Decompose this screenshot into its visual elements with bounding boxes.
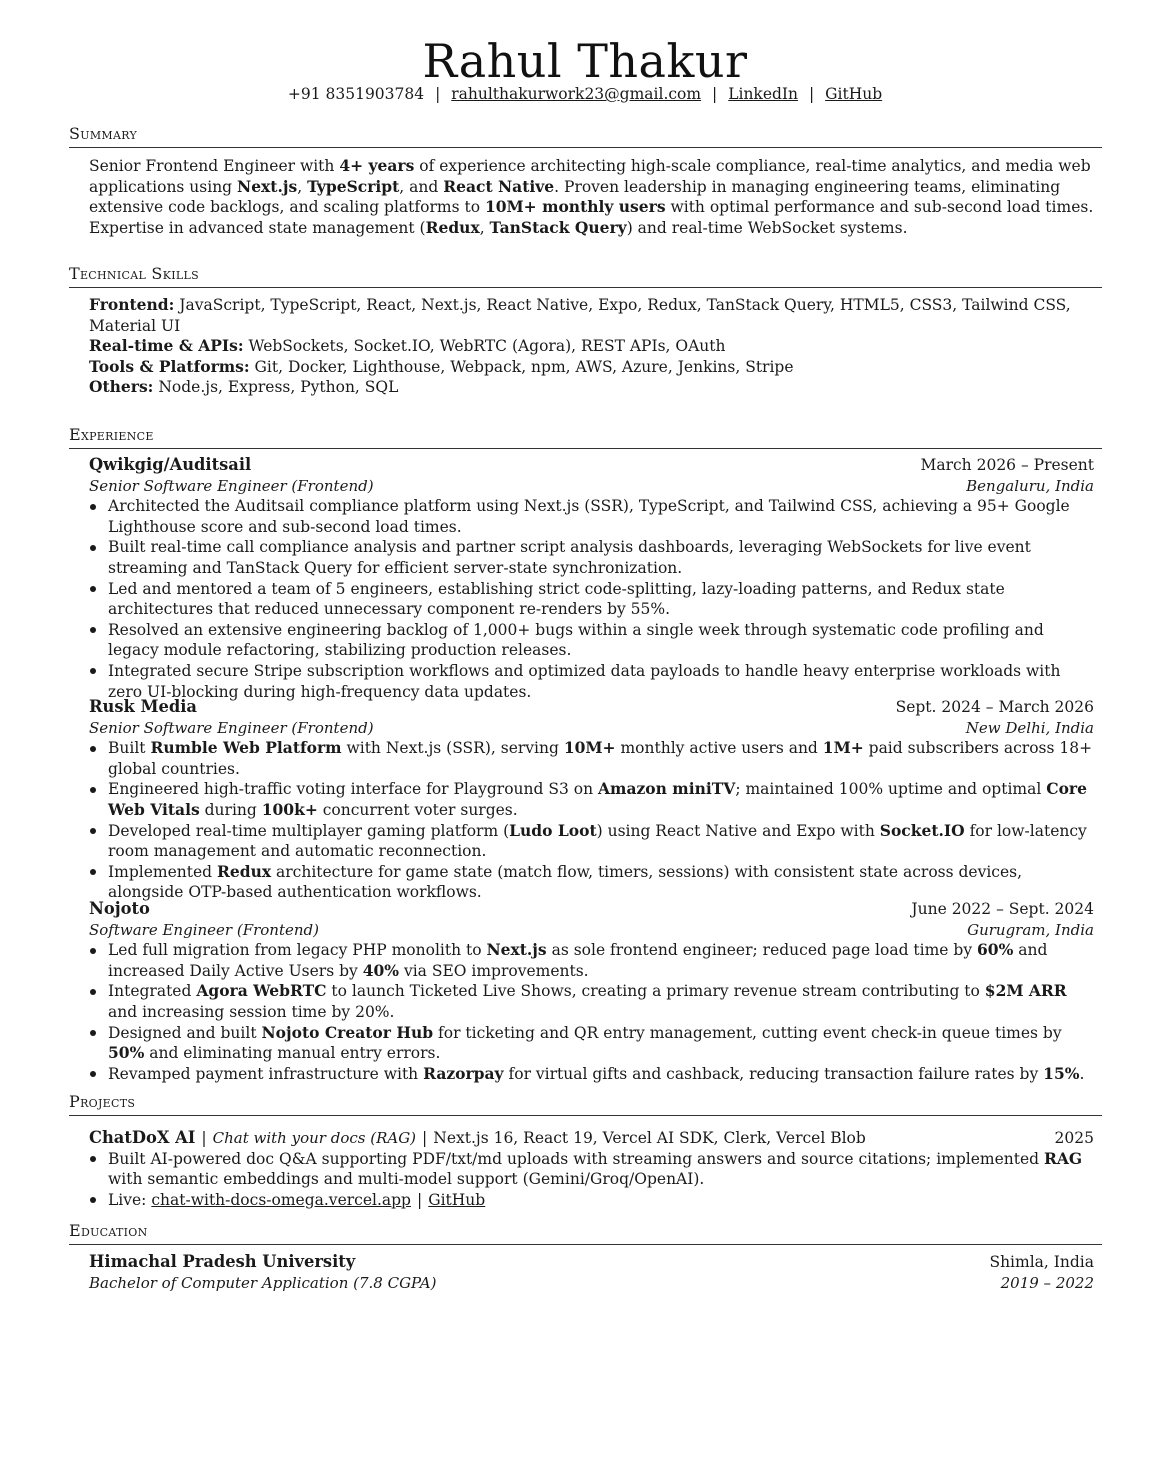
job-title: Senior Software Engineer (Frontend) <box>89 476 374 495</box>
text-run: Resolved an extensive engineering backlog of 1,000+ bugs within a single week through systematic code profiling and legacy module refactoring, stabilizing production releases. <box>108 620 1044 660</box>
bold-text: 60% <box>977 940 1014 960</box>
text-run: Integrated <box>108 982 197 1001</box>
job-location: Bengaluru, India <box>966 476 1094 495</box>
project-name: ChatDoX AI <box>89 1128 196 1147</box>
bold-text: 40% <box>362 960 400 980</box>
text-run: Implemented <box>108 862 217 881</box>
section-heading-projects: Projects <box>69 1092 1102 1116</box>
section-heading-experience: Experience <box>69 425 1102 449</box>
text-run: of experience architecting high-scale compliance, real-time analytics, and media web applications using <box>89 157 1091 196</box>
skill-value: WebSockets, Socket.IO, WebRTC (Agora), REST APIs, OAuth <box>248 337 726 356</box>
text-run: Revamped payment infrastructure with <box>108 1064 424 1083</box>
live-label: Live: <box>108 1190 147 1209</box>
skill-label: Tools & Platforms: <box>89 356 250 376</box>
text-run: Built AI-powered doc Q&A supporting PDF/txt/md uploads with streaming answers and source citations; implemented <box>108 1149 1045 1168</box>
employment-dates: March 2026 – Present <box>920 456 1094 474</box>
experience-entry <box>89 899 1094 1084</box>
skill-label: Real-time & APIs: <box>89 336 244 356</box>
achievement-bullet <box>89 537 1094 578</box>
bold-text: Amazon miniTV <box>598 779 736 799</box>
achievement-list <box>89 940 1094 1084</box>
experience-entry <box>89 455 1094 702</box>
bold-text: 15% <box>1043 1063 1080 1083</box>
achievement-bullet <box>89 1023 1094 1064</box>
summary-section <box>89 156 1094 238</box>
text-run: for virtual gifts and cashback, reducing transaction failure rates by <box>503 1064 1044 1083</box>
text-run: Built <box>108 739 151 758</box>
employment-dates: Sept. 2024 – March 2026 <box>895 698 1094 716</box>
contact-line <box>0 84 1170 104</box>
separator: | <box>416 1190 423 1209</box>
job-title: Software Engineer (Frontend) <box>89 920 319 939</box>
text-run: . Proven leadership in managing engineering teams, eliminating extensive code backlogs, and scaling platforms to <box>89 177 1061 217</box>
github-link[interactable]: GitHub <box>825 85 883 103</box>
separator: | <box>712 85 718 103</box>
text-run: and increased Daily Active Users by <box>108 941 1048 980</box>
text-run: , <box>479 218 490 237</box>
bold-text: 10M+ <box>563 738 616 758</box>
achievement-bullet <box>89 496 1094 537</box>
text-run: and eliminating manual entry errors. <box>144 1044 441 1063</box>
education-entry <box>89 1252 1094 1293</box>
text-run: , <box>297 177 308 196</box>
bold-text: Redux <box>216 861 272 881</box>
achievement-bullet <box>89 579 1094 620</box>
bold-text: TanStack Query <box>489 217 627 237</box>
skill-label: Others: <box>89 377 154 397</box>
project-links-bullet <box>89 1190 1094 1211</box>
project-bullet <box>89 1149 1094 1190</box>
text-run: Developed real-time multiplayer gaming platform ( <box>108 821 510 840</box>
text-run: Led full migration from legacy PHP monolith to <box>108 941 487 960</box>
text-run: ; maintained 100% uptime and optimal <box>735 780 1047 799</box>
email-link[interactable]: rahulthakurwork23@gmail.com <box>451 85 702 103</box>
live-demo-link[interactable]: chat-with-docs-omega.vercel.app <box>151 1190 411 1209</box>
skill-row <box>89 336 1094 357</box>
bold-text: Next.js <box>237 176 298 196</box>
text-run: via SEO improvements. <box>399 961 589 980</box>
company-name: Nojoto <box>89 899 150 918</box>
separator: | <box>435 85 441 103</box>
separator: | <box>808 85 815 103</box>
achievement-bullet <box>89 981 1094 1022</box>
text-run: Integrated secure Stripe subscription workflows and optimized data payloads to handle heavy enterprise workloads with zero UI-blocking during high-frequency data updates. <box>108 661 1061 701</box>
text-run: with semantic embeddings and multi-model support (Gemini/Groq/OpenAI). <box>108 1170 705 1189</box>
text-run: Engineered high-traffic voting interface for Playground S3 on <box>108 780 599 799</box>
linkedin-link[interactable]: LinkedIn <box>728 85 799 103</box>
skill-value: JavaScript, TypeScript, React, Next.js, React Native, Expo, Redux, TanStack Query, HTML5, CSS3, Tailwind CSS, Material UI <box>89 296 1071 335</box>
text-run: , and <box>399 177 444 196</box>
candidate-name: Rahul Thakur <box>422 34 748 88</box>
school-location: Shimla, India <box>989 1253 1094 1271</box>
project-bullets <box>89 1149 1094 1211</box>
text-run: Designed and built <box>108 1023 262 1042</box>
bold-text: Rumble Web Platform <box>150 738 342 758</box>
project-tagline: Chat with your docs (RAG) <box>212 1129 417 1147</box>
bold-text: $2M ARR <box>984 981 1067 1001</box>
text-run: during <box>199 800 262 819</box>
achievement-bullet <box>89 738 1094 779</box>
skill-row <box>89 377 1094 398</box>
project-entry <box>89 1128 1094 1210</box>
achievement-bullet <box>89 1064 1094 1085</box>
text-run: to launch Ticketed Live Shows, creating a primary revenue stream contributing to <box>326 982 985 1001</box>
bold-text: React Native <box>443 176 555 196</box>
bold-text: 10M+ monthly users <box>484 197 666 217</box>
text-run: Architected the Auditsail compliance platform using Next.js (SSR), TypeScript, and Tailwind CSS, achieving a 95+ Google Lighthouse score and sub-second load times. <box>108 497 1070 536</box>
bold-text: Socket.IO <box>879 820 965 840</box>
text-run: ) using React Native and Expo with <box>596 821 880 840</box>
achievement-bullet <box>89 779 1094 820</box>
summary-text <box>89 156 1094 238</box>
text-run: Senior Frontend Engineer with <box>89 157 340 175</box>
text-run: Led and mentored a team of 5 engineers, establishing strict code-splitting, lazy-loading patterns, and Redux state architectures that reduced unnecessary component re-renders by 55%. <box>108 579 1005 619</box>
experience-entry <box>89 697 1094 903</box>
bold-text: Ludo Loot <box>509 820 597 840</box>
skills-section <box>89 295 1094 398</box>
text-run: monthly active users and <box>615 739 823 758</box>
section-heading-summary: Summary <box>69 124 1102 148</box>
project-stack: Next.js 16, React 19, Vercel AI SDK, Clerk, Vercel Blob <box>433 1129 866 1147</box>
achievement-bullet <box>89 821 1094 862</box>
bold-text: RAG <box>1044 1148 1083 1168</box>
achievement-bullet <box>89 862 1094 903</box>
bold-text: Agora WebRTC <box>196 981 327 1001</box>
text-run: with optimal performance and sub-second load times. Expertise in advanced state management ( <box>89 198 1094 237</box>
bold-text: Redux <box>425 217 480 237</box>
text-run: . <box>1079 1064 1085 1083</box>
text-run: architecture for game state (match flow, timers, sessions) with consistent state across devices, alongside OTP-based authentication workflows. <box>108 862 1023 902</box>
education-dates: 2019 – 2022 <box>1000 1273 1094 1292</box>
skill-value: Node.js, Express, Python, SQL <box>158 378 399 397</box>
bold-text: 1M+ <box>822 738 864 758</box>
achievement-bullet <box>89 620 1094 661</box>
achievement-list <box>89 738 1094 903</box>
phone-number: +91 8351903784 <box>287 85 425 103</box>
text-run: with Next.js (SSR), serving <box>341 739 564 758</box>
achievement-list <box>89 496 1094 702</box>
project-github-link[interactable]: GitHub <box>428 1190 486 1209</box>
text-run: paid subscribers across 18+ global countries. <box>108 739 1093 778</box>
section-heading-skills: Technical Skills <box>69 264 1102 288</box>
achievement-bullet <box>89 940 1094 981</box>
text-run: as sole frontend engineer; reduced page load time by <box>546 941 978 960</box>
degree: Bachelor of Computer Application (7.8 CGPA) <box>89 1273 437 1292</box>
job-title: Senior Software Engineer (Frontend) <box>89 718 374 737</box>
text-run: ) and real-time WebSocket systems. <box>626 218 908 237</box>
achievement-bullet <box>89 661 1094 702</box>
text-run: for ticketing and QR entry management, cutting event check-in queue times by <box>433 1023 1062 1042</box>
employment-dates: June 2022 – Sept. 2024 <box>911 900 1094 918</box>
section-heading-education: Education <box>69 1221 1102 1245</box>
company-name: Rusk Media <box>89 697 197 716</box>
bold-text: Core Web Vitals <box>108 779 1087 819</box>
bold-text: Nojoto Creator Hub <box>261 1022 434 1042</box>
text-run: concurrent voter surges. <box>317 800 518 819</box>
separator: | <box>201 1129 207 1147</box>
bold-text: Razorpay <box>423 1063 504 1083</box>
separator: | <box>422 1129 428 1147</box>
text-run: and increasing session time by 20%. <box>108 1002 395 1021</box>
bold-text: TypeScript <box>307 176 400 196</box>
school-name: Himachal Pradesh University <box>89 1252 356 1271</box>
skill-label: Frontend: <box>89 295 175 314</box>
skill-row <box>89 357 1094 378</box>
bold-text: 100k+ <box>261 799 318 819</box>
bold-text: 50% <box>108 1043 145 1063</box>
skill-value: Git, Docker, Lighthouse, Webpack, npm, AWS, Azure, Jenkins, Stripe <box>254 357 794 376</box>
skill-row <box>89 295 1094 336</box>
bold-text: Next.js <box>486 940 547 960</box>
job-location: Gurugram, India <box>967 920 1094 939</box>
job-location: New Delhi, India <box>965 718 1094 737</box>
project-year: 2025 <box>1054 1129 1094 1147</box>
company-name: Qwikgig/Auditsail <box>89 455 252 474</box>
bold-text: 4+ years <box>339 156 415 175</box>
text-run: Built real-time call compliance analysis and partner script analysis dashboards, leveraging WebSockets for live event streaming and TanStack Query for efficient server-state synchronization. <box>108 538 1031 577</box>
text-run: for low-latency room management and automatic reconnection. <box>108 821 1087 861</box>
